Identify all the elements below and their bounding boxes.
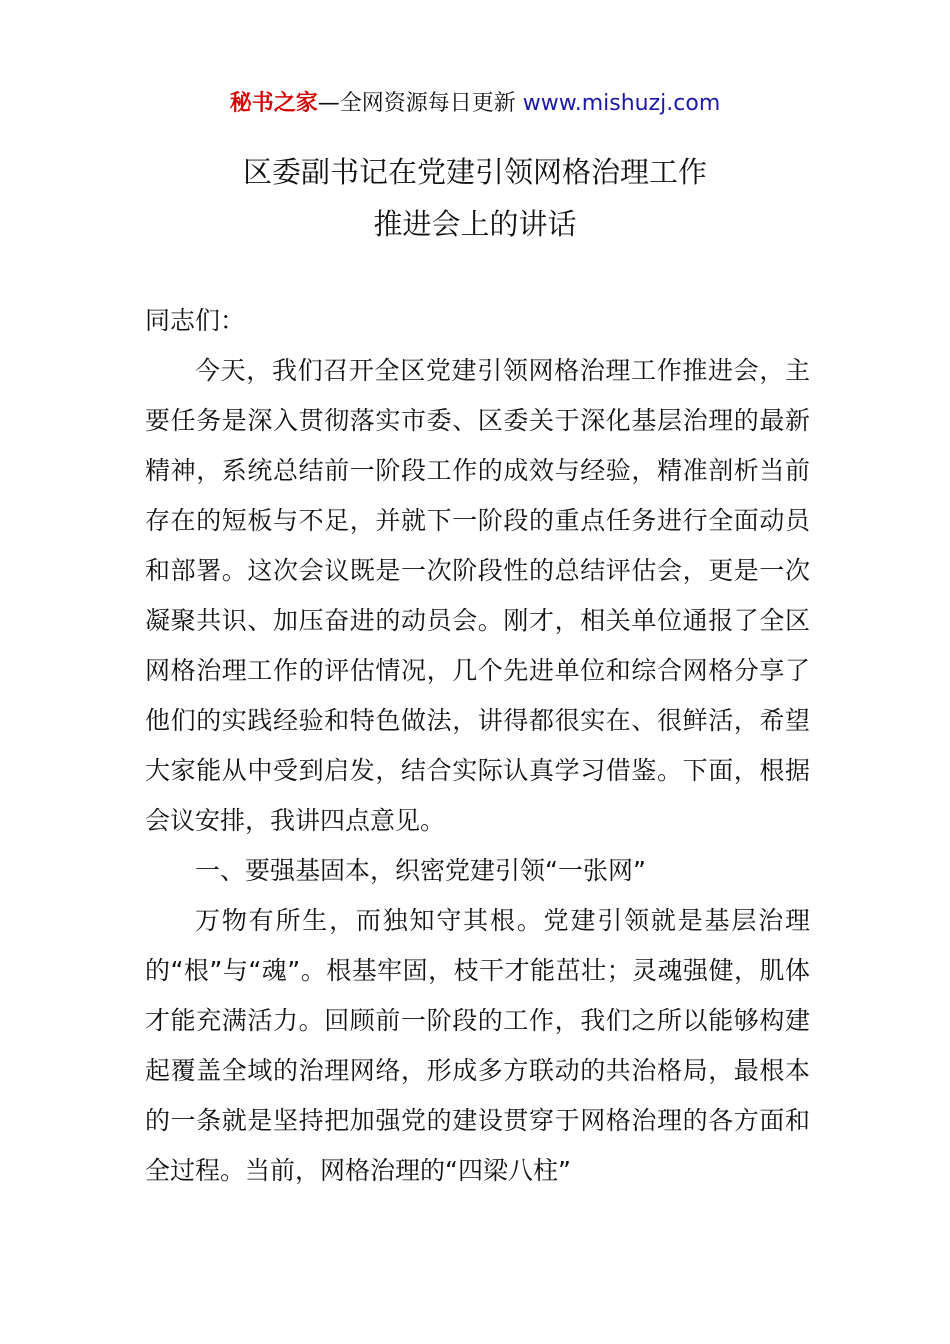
site-header: [0, 88, 950, 120]
title-line-1: 区委副书记在党建引领网格治理工作: [242, 155, 707, 189]
brand-name: 秘书之家: [229, 91, 318, 116]
paragraph-intro: 今天，我们召开全区党建引领网格治理工作推进会，主要任务是深入贯彻落实市委、区委关于深化基层治理的最新精神，系统总结前一阶段工作的成效与经验，精准剖析当前存在的短板与不足，并就下一阶段的重点任务进行全面动员和部署。这次会议既是一次阶段性的总结评估会，更是一次凝聚共识、加压奋进的动员会。刚才，相关单位通报了全区网格治理工作的评估情况，几个先进单位和综合网格分享了他们的实践经验和特色做法，讲得都很实在、很鲜活，希望大家能从中受到启发，结合实际认真学习借鉴。下面，根据会议安排，我讲四点意见。: [145, 356, 810, 835]
title-line-2: 推进会上的讲话: [373, 207, 577, 241]
section-heading-1: 一、要强基固本，织密党建引领“一张网”: [195, 856, 646, 885]
paragraph-section-1: 万物有所生，而独知守其根。党建引领就是基层治理的“根”与“魂”。根基牢固，枝干才能茁壮；灵魂强健，肌体才能充满活力。回顾前一阶段的工作，我们之所以能够构建起覆盖全域的治理网络，形成多方联动的共治格局，最根本的一条就是坚持把加强党的建设贯穿于网格治理的各方面和全过程。当前，网格治理的“四梁八柱”: [145, 906, 810, 1185]
document-title: [0, 146, 950, 250]
document-body: [145, 296, 810, 1196]
salutation: 同志们：: [145, 306, 246, 335]
site-url-link[interactable]: www.mishuzj.com: [522, 91, 721, 116]
header-slogan: —全网资源每日更新: [317, 91, 516, 116]
